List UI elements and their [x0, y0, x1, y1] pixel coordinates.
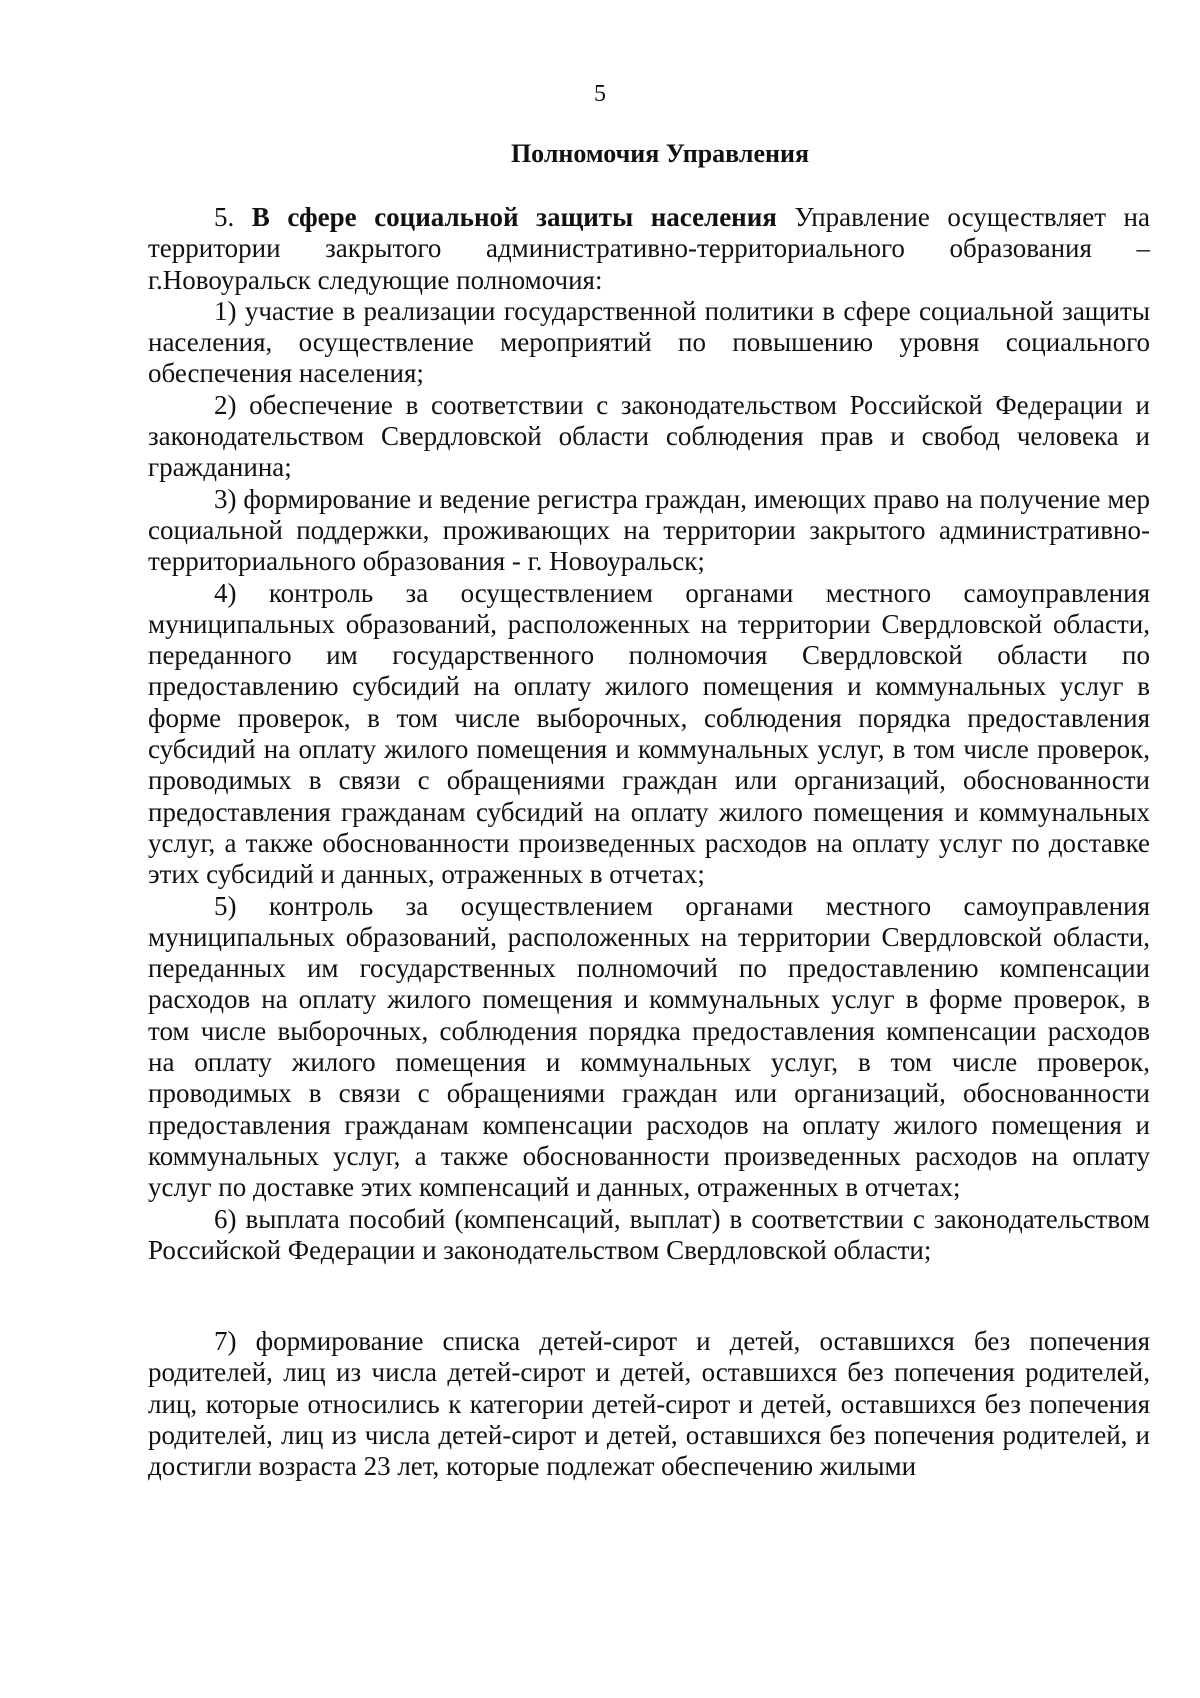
- section-number: 5.: [214, 202, 235, 232]
- paragraph-gap: [148, 1266, 1150, 1326]
- list-item-4: 4) контроль за осуществлением органами местного самоуправления муниципальных образований, расположенных на территории Свердловской области, переданного им государственного полномочия Свердловской области по предоставлению субсидий на оплату жилого помещения и коммунальных услуг в форме проверок, в том числе выборочных, соблюдения порядка предоставления субсидий на оплату жилого помещения и коммунальных услуг, в том числе проверок, проводимых в связи с обращениями граждан или организаций, обоснованности предоставления гражданам субсидий на оплату жилого помещения и коммунальных услуг, а также обоснованности произведенных расходов на оплату услуг по доставке этих субсидий и данных, отраженных в отчетах;: [148, 577, 1150, 890]
- list-item-5: 5) контроль за осуществлением органами местного самоуправления муниципальных образований, расположенных на территории Свердловской области, переданных им государственных полномочий по предоставлению компенсации расходов на оплату жилого помещения и коммунальных услуг в форме проверок, в том числе выборочных, соблюдения порядка предоставления компенсации расходов на оплату жилого помещения и коммунальных услуг, в том числе проверок, проводимых в связи с обращениями граждан или организаций, обоснованности предоставления гражданам компенсации расходов на оплату жилого помещения и коммунальных услуг, а также обоснованности произведенных расходов на оплату услуг по доставке этих компенсаций и данных, отраженных в отчетах;: [148, 890, 1150, 1203]
- section-intro-text: Управление осуществляет на территории закрытого административно-территориального образования – г.Новоуральск следующие полномочия:: [148, 202, 1150, 295]
- list-item-7: 7) формирование списка детей-сирот и детей, оставшихся без попечения родителей, лиц из числа детей-сирот и детей, оставшихся без попечения родителей, лиц, которые относились к категории детей-сирот и детей, оставшихся без попечения родителей, лиц из числа детей-сирот и детей, оставшихся без попечения родителей, и достигли возраста 23 лет, которые подлежат обеспечению жилыми: [148, 1326, 1150, 1482]
- document-body: [148, 202, 1150, 1483]
- page-number: 5: [594, 81, 606, 107]
- section-heading: Полномочия Управления: [510, 139, 810, 168]
- list-item-3: 3) формирование и ведение регистра граждан, имеющих право на получение мер социальной поддержки, проживающих на территории закрытого административно-территориального образования - г. Новоуральск;: [148, 483, 1150, 577]
- section-intro-paragraph: [148, 202, 1150, 296]
- list-item-6: 6) выплата пособий (компенсаций, выплат) в соответствии с законодательством Российской Федерации и законодательством Свердловской области;: [148, 1203, 1150, 1265]
- section-title: В сфере социальной защиты населения: [251, 202, 777, 232]
- list-item-1: 1) участие в реализации государственной политики в сфере социальной защиты населения, осуществление мероприятий по повышению уровня социального обеспечения населения;: [148, 295, 1150, 389]
- list-item-2: 2) обеспечение в соответствии с законодательством Российской Федерации и законодательством Свердловской области соблюдения прав и свобод человека и гражданина;: [148, 389, 1150, 483]
